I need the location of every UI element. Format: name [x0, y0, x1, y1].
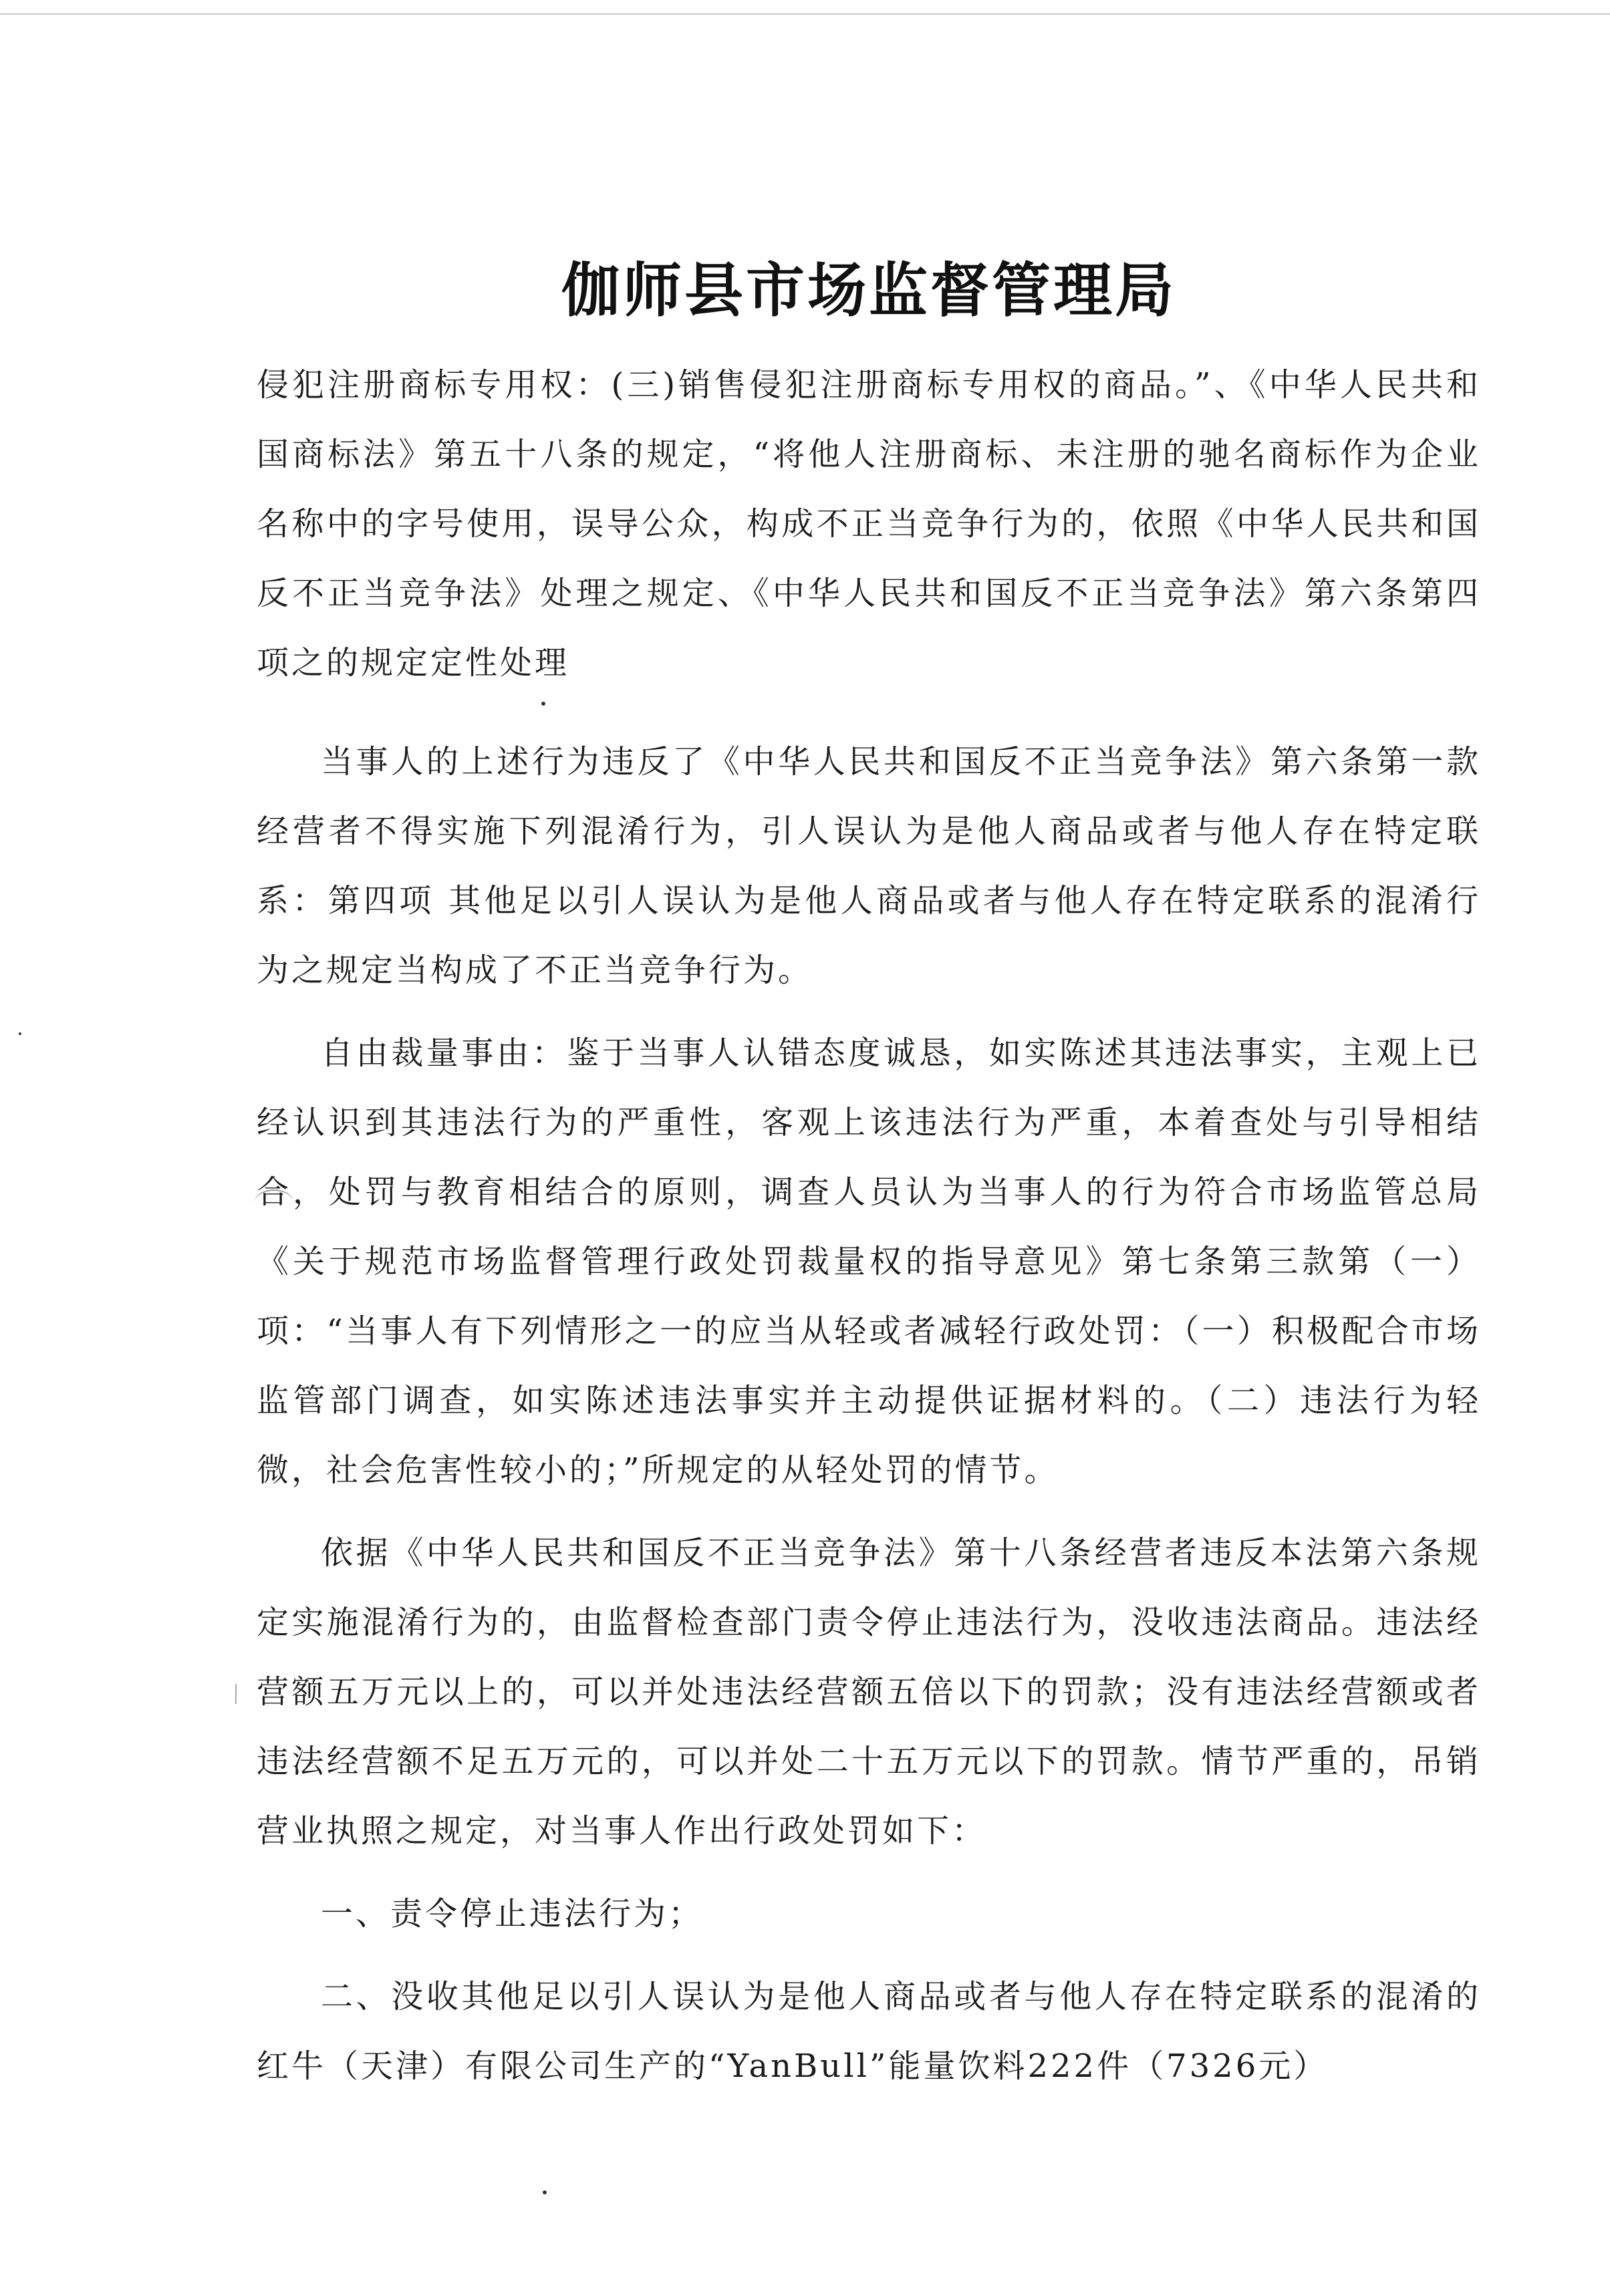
document-page	[257, 0, 1481, 2296]
document-body	[257, 350, 1481, 2101]
scan-speck	[541, 702, 545, 706]
paragraph-violation: 当事人的上述行为违反了《中华人民共和国反不正当竞争法》第六条第一款经营者不得实施下列混淆行为，引人误认为是他人商品或者与他人存在特定联系：第四项 其他足以引人误认为是他人商品或者与他人存在特定联系的混淆行为之规定当构成了不正当竞争行为。	[257, 743, 1481, 989]
paragraph-discretion: 自由裁量事由：鉴于当事人认错态度诚恳，如实陈述其违法事实，主观上已经认识到其违法行为的严重性，客观上该违法行为严重，本着查处与引导相结合，处罚与教育相结合的原则，调查人员认为当事人的行为符合市场监管总局《关于规范市场监督管理行政处罚裁量权的指导意见》第七条第三款第（一）项：“当事人有下列情形之一的应当从轻或者减轻行政处罚：（一）积极配合市场监管部门调查，如实陈述违法事实并主动提供证据材料的。（二）违法行为轻微，社会危害性较小的；”所规定的从轻处罚的情节。	[257, 1034, 1481, 1489]
paragraph-legal-basis: 侵犯注册商标专用权：(三)销售侵犯注册商标专用权的商品。”、《中华人民共和国商标法》第五十八条的规定，“将他人注册商标、未注册的驰名商标作为企业名称中的字号使用，误导公众，构成不正当竞争行为的，依照《中华人民共和国反不正当竞争法》处理之规定、《中华人民共和国反不正当竞争法》第六条第四项之的规定定性处理	[257, 366, 1481, 682]
scan-artifact-tick	[235, 1684, 237, 1704]
paragraph-penalty-item-2: 二、没收其他足以引人误认为是他人商品或者与他人存在特定联系的混淆的红牛（天津）有限公司生产的“YanBull”能量饮料222件（7326元）	[257, 1978, 1481, 2085]
page-title: 伽师县市场监督管理局	[561, 255, 1176, 325]
paragraph-penalty-item-1: 一、责令停止违法行为；	[321, 1895, 704, 1932]
paragraph-penalty-basis: 依据《中华人民共和国反不正当竞争法》第十八条经营者违反本法第六条规定实施混淆行为的，由监督检查部门责令停止违法行为，没收违法商品。违法经营额五万元以上的，可以并处违法经营额五倍以下的罚款；没有违法经营额或者违法经营额不足五万元的，可以并处二十五万元以下的罚款。情节严重的，吊销营业执照之规定，对当事人作出行政处罚如下：	[257, 1534, 1481, 1850]
scan-artifact-arc	[254, 1189, 294, 1217]
scan-speck	[543, 2190, 547, 2194]
scan-speck	[19, 1032, 21, 1035]
